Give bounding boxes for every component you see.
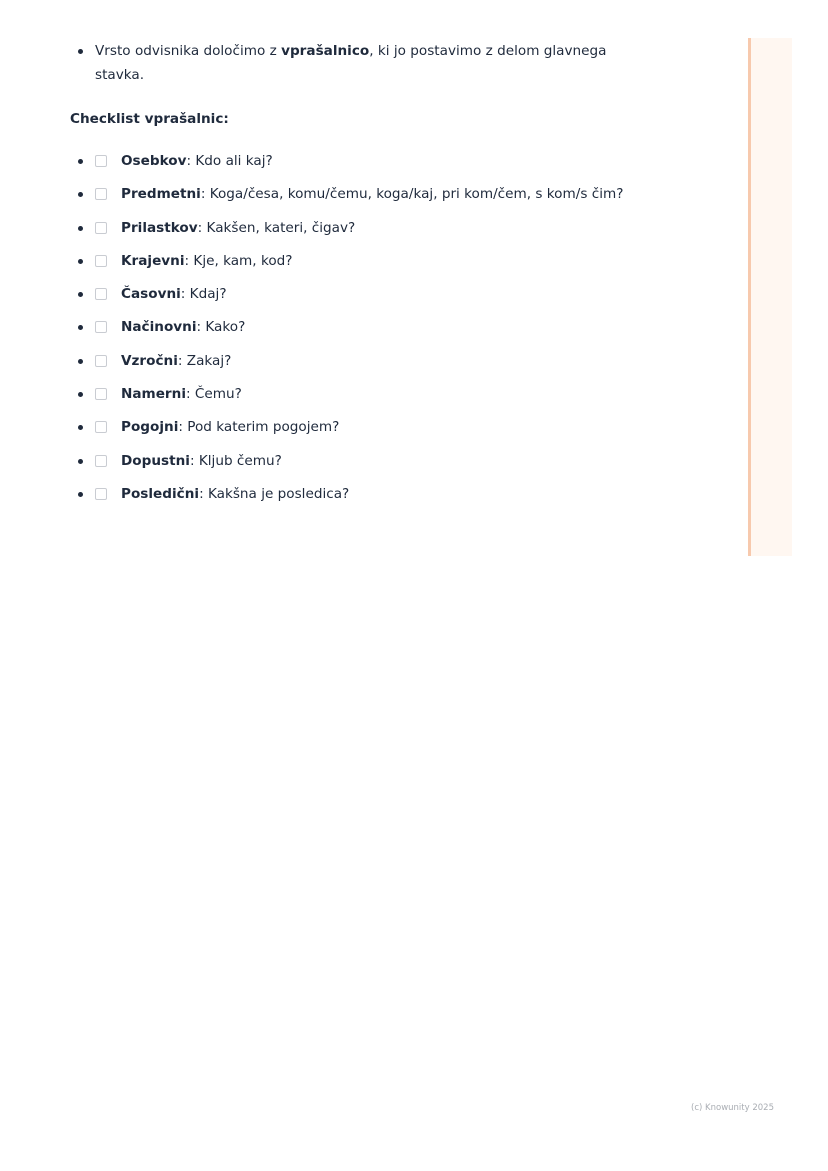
checklist-term: Načinovni	[121, 319, 197, 336]
checklist-term: Pogojni	[121, 419, 179, 436]
checklist-term: Časovni	[121, 286, 181, 303]
checklist-item	[78, 483, 718, 516]
bullet-dot-icon	[78, 226, 83, 231]
intro-item	[78, 39, 638, 87]
checklist-heading: Checklist vprašalnic:	[70, 111, 229, 127]
checklist-item	[78, 450, 718, 483]
checklist-item-text	[121, 316, 245, 338]
checklist-term: Namerni	[121, 386, 186, 403]
intro-text-after: , ki jo postavimo z delom glavnega stavka.	[95, 43, 607, 83]
checklist-question: : Kakšna je posledica?	[199, 485, 350, 502]
checklist-question: : Kje, kam, kod?	[184, 252, 293, 269]
checklist-item-text	[121, 350, 231, 372]
checklist-item-text	[121, 183, 623, 205]
bullet-dot-icon	[78, 425, 83, 430]
bullet-dot-icon	[78, 359, 83, 364]
checklist-term: Krajevni	[121, 252, 185, 269]
checklist-question: : Čemu?	[185, 386, 242, 403]
bullet-dot-icon	[78, 392, 83, 397]
bullet-dot-icon	[78, 325, 83, 330]
checklist-term: Predmetni	[121, 186, 201, 203]
checkbox[interactable]	[95, 355, 107, 367]
checklist-term: Dopustni	[121, 452, 190, 469]
checklist-item-text	[121, 450, 282, 472]
checklist-question: : Kako?	[196, 319, 246, 336]
checklist-item-text	[121, 383, 242, 405]
checklist-item	[78, 183, 718, 216]
checklist-item	[78, 250, 718, 283]
side-panel	[748, 38, 792, 556]
intro-text-bold: vprašalnico	[281, 43, 370, 59]
checklist	[78, 150, 718, 516]
checkbox[interactable]	[95, 155, 107, 167]
checklist-question: : Pod katerim pogojem?	[178, 419, 340, 436]
checkbox[interactable]	[95, 421, 107, 433]
checklist-item-text	[121, 217, 355, 239]
checklist-term: Posledični	[121, 485, 200, 502]
checklist-item	[78, 283, 718, 316]
bullet-dot-icon	[78, 292, 83, 297]
checklist-item	[78, 217, 718, 250]
checklist-question: : Kdo ali kaj?	[186, 153, 273, 169]
bullet-dot-icon	[78, 459, 83, 464]
checklist-question: : Koga/česa, komu/čemu, koga/kaj, pri kom/čem, s kom/s čim?	[200, 186, 624, 203]
checkbox[interactable]	[95, 188, 107, 200]
checklist-item-text	[121, 416, 339, 438]
checklist-question: : Kdaj?	[180, 286, 227, 303]
bullet-dot-icon	[78, 192, 83, 197]
checkbox[interactable]	[95, 455, 107, 467]
checklist-term: Prilastkov	[121, 219, 198, 236]
bullet-dot-icon	[78, 49, 83, 54]
bullet-dot-icon	[78, 492, 83, 497]
copyright-footer: (c) Knowunity 2025	[691, 1103, 774, 1113]
checkbox[interactable]	[95, 255, 107, 267]
checklist-item	[78, 350, 718, 383]
checklist-question: : Kakšen, kateri, čigav?	[197, 219, 356, 236]
checklist-item-text	[121, 150, 273, 172]
checklist-item-text	[121, 250, 293, 272]
checkbox[interactable]	[95, 488, 107, 500]
checkbox[interactable]	[95, 388, 107, 400]
checklist-term: Osebkov	[121, 153, 187, 169]
bullet-dot-icon	[78, 259, 83, 264]
intro-list	[78, 39, 638, 87]
checkbox[interactable]	[95, 321, 107, 333]
checklist-question: : Kljub čemu?	[189, 452, 282, 469]
bullet-dot-icon	[78, 159, 83, 164]
checklist-term: Vzročni	[121, 352, 178, 369]
checkbox[interactable]	[95, 288, 107, 300]
checkbox[interactable]	[95, 222, 107, 234]
intro-text-before: Vrsto odvisnika določimo z	[95, 43, 282, 59]
checklist-question: : Zakaj?	[177, 352, 232, 369]
checklist-item	[78, 383, 718, 416]
checklist-item	[78, 316, 718, 349]
checklist-item-text	[121, 283, 227, 305]
checklist-item-text	[121, 483, 349, 505]
checklist-item	[78, 416, 718, 449]
checklist-item	[78, 150, 718, 183]
